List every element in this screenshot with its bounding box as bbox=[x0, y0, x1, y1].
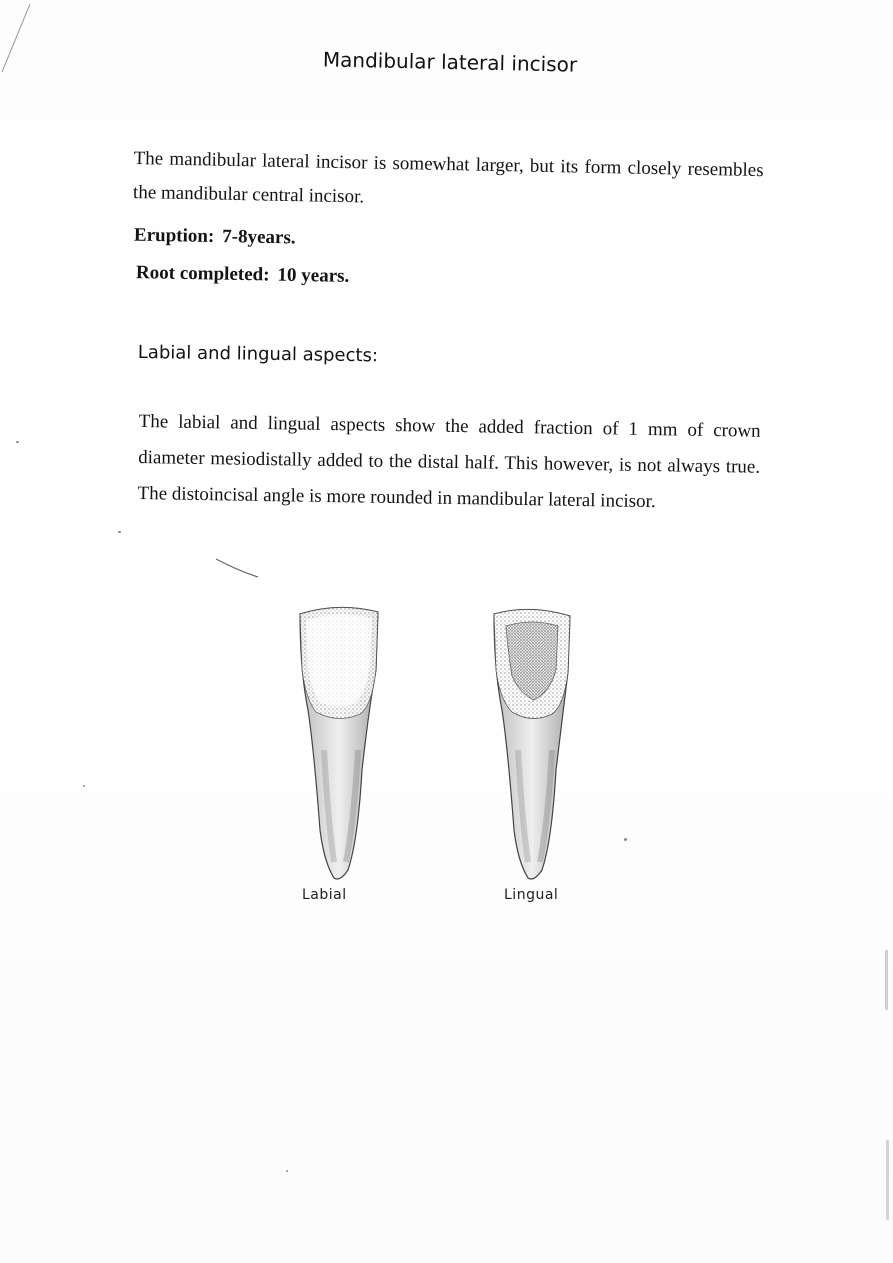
lingual-tooth bbox=[494, 609, 570, 879]
scan-speck bbox=[83, 785, 85, 787]
pen-stroke-mark bbox=[214, 555, 274, 585]
caption-lingual: Lingual bbox=[504, 887, 559, 903]
root-completed-fact bbox=[136, 262, 350, 288]
root-completed-label: Root completed: bbox=[135, 262, 270, 286]
tooth-figure bbox=[280, 600, 600, 910]
corner-fold-mark bbox=[0, 0, 60, 90]
section-heading: Labial and lingual aspects: bbox=[137, 342, 379, 367]
scan-speck bbox=[624, 838, 627, 841]
eruption-fact bbox=[134, 225, 296, 250]
scan-speck bbox=[16, 441, 19, 443]
eruption-value: 7-8years. bbox=[222, 226, 296, 249]
intro-paragraph: The mandibular lateral incisor is somewhat larger, but its form closely resembles the mandibular central incisor. bbox=[132, 147, 764, 208]
root-completed-value: 10 years. bbox=[277, 264, 350, 287]
page-title: Mandibular lateral incisor bbox=[322, 47, 578, 77]
eruption-label: Eruption: bbox=[133, 224, 215, 247]
scan-speck bbox=[286, 1170, 288, 1172]
scan-speck bbox=[886, 1140, 889, 1220]
scan-speck bbox=[118, 531, 121, 533]
labial-tooth bbox=[300, 607, 378, 879]
scan-speck bbox=[885, 950, 888, 1010]
caption-labial: Labial bbox=[302, 887, 347, 903]
aspects-paragraph: The labial and lingual aspects show the added fraction of 1 mm of crown diameter mesiodistally added to the distal half. This however, is not always true. The distoincisal angle is more rounded in mandibular lateral incisor. bbox=[137, 410, 761, 513]
